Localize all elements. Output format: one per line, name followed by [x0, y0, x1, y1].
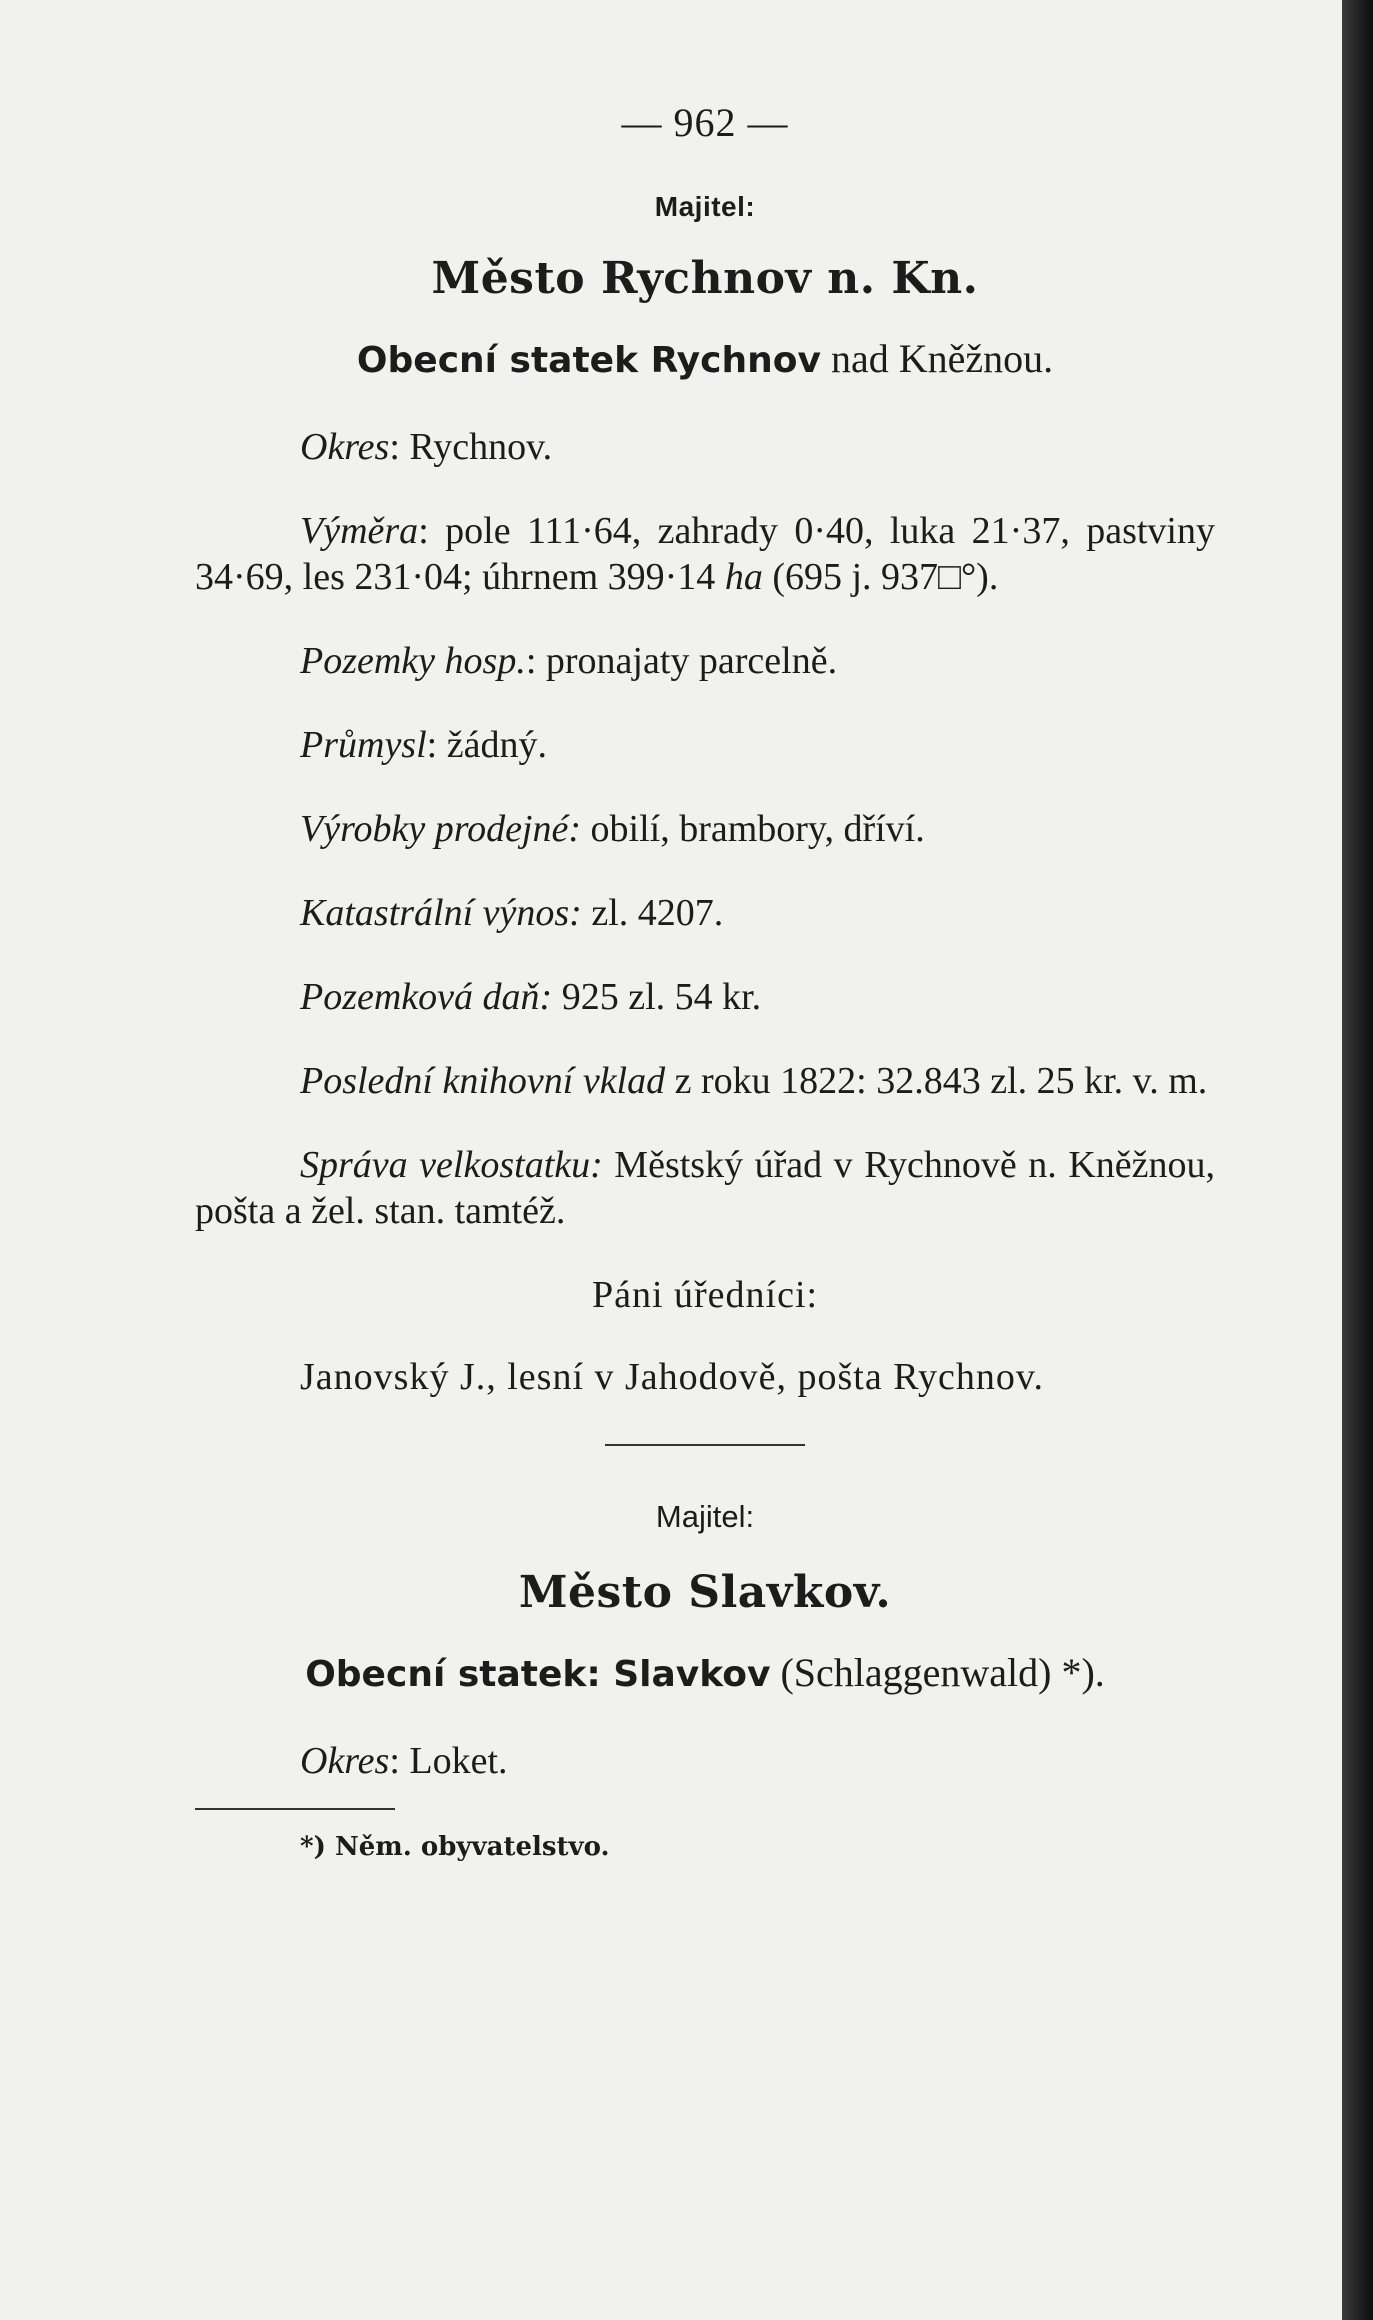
section-divider	[605, 1444, 805, 1446]
industry-label: Průmysl	[300, 724, 427, 766]
district-value-2: : Loket.	[389, 1740, 508, 1782]
estate-title	[195, 336, 1215, 384]
owner-label: Majitel:	[654, 191, 756, 222]
products-value: obilí, brambory, dříví.	[581, 808, 925, 850]
district-line-2	[195, 1738, 1215, 1784]
products-label: Výrobky prodejné:	[300, 808, 582, 850]
staff-heading: Páni úředníci:	[591, 1274, 819, 1316]
area-value: : pole 111·64, zahrady 0·40, luka 21·37, pastviny 34·69, les 231·04; úhrnem 399·14	[195, 510, 1215, 598]
land-use-value: : pronajaty parcelně.	[525, 640, 838, 682]
land-use-label: Pozemky hosp.	[300, 640, 526, 682]
footnote-block	[195, 1808, 1215, 1870]
land-tax-value: 925 zl. 54 kr.	[552, 976, 762, 1018]
cadastral-yield-value: zl. 4207.	[581, 892, 724, 934]
staff-entry: Janovský J., lesní v Jahodově, pošta Rychnov.	[300, 1356, 1044, 1398]
industry-line	[195, 722, 1215, 768]
area-paragraph	[195, 508, 1215, 600]
district-line	[195, 424, 1215, 470]
footnote: *) Něm. obyvatelstvo.	[300, 1832, 610, 1862]
land-tax-line	[195, 974, 1215, 1020]
district-label-2: Okres	[300, 1740, 390, 1782]
area-label: Výměra	[300, 510, 419, 552]
page-content	[195, 100, 1215, 1870]
area-unit: ha	[724, 556, 763, 598]
area-tail: (695 j. 937□°).	[772, 556, 999, 598]
owner-label-2: Majitel:	[655, 1499, 755, 1534]
administration-value: Městský úřad v Rychnově n. Kněžnou, pošta a žel. stan. tamtéž.	[195, 1144, 1215, 1232]
land-tax-label: Pozemková daň:	[300, 976, 553, 1018]
industry-value: : žádný.	[426, 724, 547, 766]
administration-paragraph	[195, 1142, 1215, 1234]
estate-title-bold: Obecní statek Rychnov	[356, 340, 821, 381]
cadastral-yield-line	[195, 890, 1215, 936]
registry-label: Poslední knihovní vklad	[300, 1060, 666, 1102]
page-number: — 962 —	[621, 100, 789, 145]
owner-name: Město Rychnov n. Kn.	[431, 253, 979, 304]
footnote-rule	[195, 1808, 395, 1810]
cadastral-yield-label: Katastrální výnos:	[300, 892, 582, 934]
estate-title-2-rest: (Schlaggenwald) *).	[770, 1650, 1105, 1695]
registry-line	[195, 1058, 1215, 1104]
products-line	[195, 806, 1215, 852]
land-use-line	[195, 638, 1215, 684]
registry-value: z roku 1822: 32.843 zl. 25 kr. v. m.	[665, 1060, 1208, 1102]
estate-title-2	[195, 1650, 1215, 1698]
district-value: : Rychnov.	[389, 426, 553, 468]
district-label: Okres	[300, 426, 390, 468]
estate-title-rest: nad Kněžnou.	[820, 336, 1054, 381]
scan-edge	[1342, 0, 1373, 2320]
administration-label: Správa velkostatku:	[300, 1144, 603, 1186]
estate-title-2-bold: Obecní statek: Slavkov	[305, 1654, 771, 1695]
owner-name-2: Město Slavkov.	[518, 1567, 892, 1618]
